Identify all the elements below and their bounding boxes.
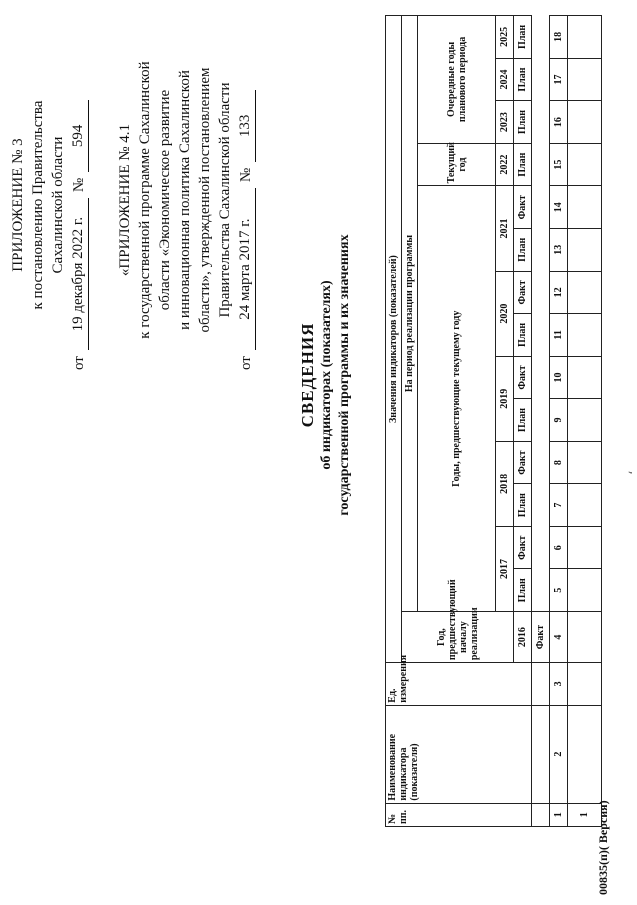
year-2017: 2017 xyxy=(496,526,514,611)
version-footer: 00835(п)( Версия) xyxy=(596,800,610,895)
col-number: 17 xyxy=(550,58,568,101)
appendix-3-header xyxy=(8,40,89,370)
table-cell xyxy=(568,314,602,357)
year-2019: 2019 xyxy=(496,356,514,441)
fact-row xyxy=(532,16,550,827)
appendix-4-1-from-label: от xyxy=(238,356,254,370)
sub-label: Факт xyxy=(514,526,532,569)
col-number: 7 xyxy=(550,484,568,527)
table-cell xyxy=(568,101,602,144)
col-number: 3 xyxy=(550,663,568,706)
scan-artifact: ، xyxy=(621,470,636,475)
year-2023: 2023 xyxy=(496,101,514,144)
sub-label: Факт xyxy=(514,271,532,314)
document-title-sub1: об индикаторах (показателях) xyxy=(319,280,334,470)
next-years-header: Очередные годы планового периода xyxy=(418,16,496,144)
table-cell xyxy=(568,186,602,229)
sub-label: Факт xyxy=(532,612,550,663)
table-cell xyxy=(568,441,602,484)
col-number: 10 xyxy=(550,356,568,399)
col-number: 5 xyxy=(550,569,568,612)
appendix-3-number: 594 xyxy=(68,100,89,172)
col-number: 11 xyxy=(550,314,568,357)
appendix-3-line2: Сахалинской области xyxy=(50,136,66,274)
table-cell xyxy=(568,705,602,803)
table-cell xyxy=(568,228,602,271)
sub-label: План xyxy=(514,228,532,271)
col-number: 16 xyxy=(550,101,568,144)
col-number: 9 xyxy=(550,399,568,442)
appendix-3-date: 19 декабря 2022 г. xyxy=(68,198,89,350)
appendix-3-line1: к постановлению Правительства xyxy=(30,100,46,310)
col-number: 14 xyxy=(550,186,568,229)
sub-label: План xyxy=(514,484,532,527)
table-cell xyxy=(568,484,602,527)
table-cell xyxy=(568,569,602,612)
year-2024: 2024 xyxy=(496,58,514,101)
period-header: На период реализации программы xyxy=(402,16,418,612)
sub-label: План xyxy=(514,314,532,357)
sub-label: Факт xyxy=(514,186,532,229)
table-cell xyxy=(568,663,602,706)
sub-label: Факт xyxy=(514,356,532,399)
table-cell xyxy=(568,526,602,569)
col-header-number: № пп. xyxy=(386,803,532,826)
year-2020: 2020 xyxy=(496,271,514,356)
table-cell xyxy=(568,16,602,59)
sub-label: План xyxy=(514,569,532,612)
document-title-sub2: государственной программы и их значениях xyxy=(337,234,352,516)
sub-label: План xyxy=(514,58,532,101)
sub-label: Факт xyxy=(514,441,532,484)
appendix-4-1-num-label: № xyxy=(238,167,254,183)
table-cell xyxy=(568,58,602,101)
year-2016: 2016 xyxy=(514,612,532,663)
sub-label: План xyxy=(514,16,532,59)
current-year-header: Текущий год xyxy=(418,143,496,186)
col-number: 1 xyxy=(550,803,568,826)
table-cell xyxy=(568,399,602,442)
appendix-4-1-line2: области «Экономическое развитие xyxy=(157,89,173,311)
col-header-base-year: Год, предшествующий началу реализации xyxy=(402,612,514,663)
table-cell xyxy=(568,271,602,314)
appendix-4-1-number: 133 xyxy=(235,90,256,162)
appendix-4-1-date-row xyxy=(235,30,256,370)
appendix-4-1-line1: к государственной программе Сахалинской xyxy=(137,61,153,339)
document-title-main: СВЕДЕНИЯ xyxy=(298,322,317,428)
prev-years-header: Годы, предшествующие текущему году xyxy=(418,186,496,612)
col-number: 6 xyxy=(550,526,568,569)
appendix-4-1-date: 24 марта 2017 г. xyxy=(235,188,256,350)
appendix-3-date-row xyxy=(68,40,89,370)
table-cell: 1 xyxy=(568,803,602,826)
appendix-3-title: ПРИЛОЖЕНИЕ № 3 xyxy=(10,138,26,272)
document-title xyxy=(298,205,354,545)
col-number: 15 xyxy=(550,143,568,186)
appendix-4-1-line4: области», утвержденной постановлением xyxy=(197,67,213,333)
table-row xyxy=(568,16,602,827)
column-numbers-row xyxy=(550,16,568,827)
sub-label: План xyxy=(514,143,532,186)
table-cell xyxy=(568,143,602,186)
col-number: 2 xyxy=(550,705,568,803)
appendix-3-num-label: № xyxy=(71,177,87,193)
year-2022: 2022 xyxy=(496,143,514,186)
col-header-unit: Ед. измерения xyxy=(386,663,532,706)
year-2021: 2021 xyxy=(496,186,514,271)
appendix-4-1-title: «ПРИЛОЖЕНИЕ № 4.1 xyxy=(117,123,133,277)
appendix-4-1-line5: Правительства Сахалинской области xyxy=(217,82,233,318)
col-number: 12 xyxy=(550,271,568,314)
appendix-4-1-header xyxy=(115,30,256,370)
year-2018: 2018 xyxy=(496,441,514,526)
indicators-table xyxy=(385,15,602,827)
table-cell xyxy=(568,356,602,399)
col-header-name: Наименование индикатора (показателя) xyxy=(386,705,532,803)
col-number: 18 xyxy=(550,16,568,59)
col-number: 8 xyxy=(550,441,568,484)
appendix-4-1-line3: и инновационная политика Сахалинской xyxy=(177,70,193,330)
col-number: 13 xyxy=(550,228,568,271)
sub-label: План xyxy=(514,399,532,442)
appendix-3-from-label: от xyxy=(71,356,87,370)
sub-label: План xyxy=(514,101,532,144)
table-cell xyxy=(568,612,602,663)
values-header: Значения индикаторов (показателей) xyxy=(386,16,402,663)
year-2025: 2025 xyxy=(496,16,514,59)
col-number: 4 xyxy=(550,612,568,663)
